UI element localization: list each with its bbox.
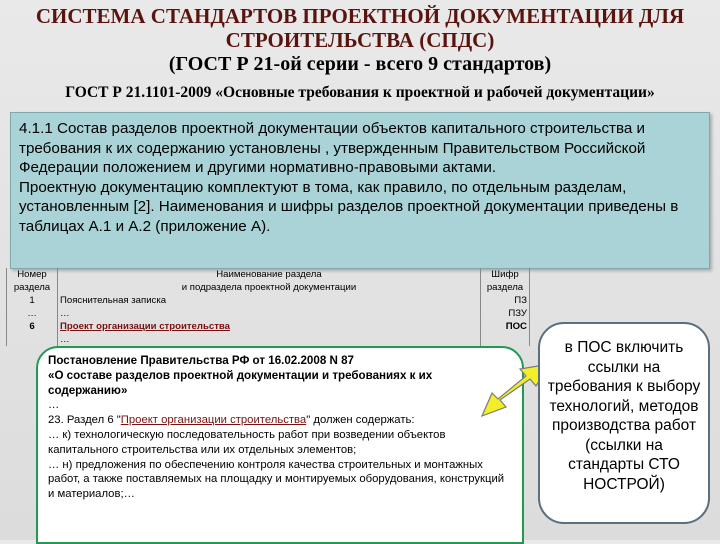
quote-paragraph-1: 4.1.1 Состав разделов проектной документации объектов капитального строительства и требования к их содержанию установлены , утвержденным Правительством Российской Федерации положением и другими нормативно-правовыми актами.	[19, 120, 646, 176]
table-row	[7, 307, 530, 320]
row-name-link[interactable]: Проект организации строительства	[60, 321, 231, 332]
row-name: Пояснительная записка	[60, 295, 167, 306]
row-code	[481, 333, 530, 346]
decree-title: Постановление Правительства РФ от 16.02.2008 N 87	[48, 354, 354, 367]
item-23	[48, 413, 512, 428]
quote-paragraph-2: Проектную документацию комплектуют в тома, как правило, по отдельным разделам, установленным [2]. Наименования и шифры разделов проектной документации приведены в таблицах А.1 и А.2 (приложение А).	[19, 178, 679, 235]
row-num	[7, 333, 58, 346]
title-line-3: (ГОСТ Р 21-ой серии - всего 9 стандартов)	[168, 53, 552, 75]
decree-name: «О составе разделов проектной документации и требованиях к их содержанию»	[48, 368, 433, 397]
header-code-1: Шифр	[491, 269, 519, 280]
row-code: ПЗУ	[481, 307, 530, 320]
decree-callout	[36, 346, 524, 544]
header-name-2: и подраздела проектной документации	[181, 282, 357, 293]
row-num: 1	[7, 294, 58, 307]
sections-table	[6, 268, 530, 346]
row-name: …	[60, 334, 70, 345]
table-row	[7, 320, 530, 333]
title-line-1: СИСТЕМА СТАНДАРТОВ ПРОЕКТНОЙ ДОКУМЕНТАЦИИ ДЛЯ	[35, 4, 685, 28]
table-row	[7, 333, 530, 346]
table-row	[7, 294, 530, 307]
row-num: …	[7, 307, 58, 320]
header-num-1: Номер	[17, 269, 47, 280]
row-num: 6	[7, 320, 58, 333]
item-23-post: " должен содержать:	[306, 414, 415, 427]
note-text: в ПОС включить ссылки на требования к выбору технологий, методов производства работ (ссылки на стандарты СТО НОСТРОЙ)	[547, 339, 701, 493]
title-line-2: СТРОИТЕЛЬСТВА (СПДС)	[225, 28, 495, 52]
note-bubble	[538, 322, 710, 524]
row-code: ПОС	[481, 320, 530, 333]
gost-quote-box	[10, 112, 710, 269]
item-n: … н) предложения по обеспечению контроля качества строительных и монтажных работ, а также поставляемых на площадку и монтируемых оборудования, конструкций и материалов;…	[48, 458, 505, 501]
gost-subtitle: ГОСТ Р 21.1101-2009 «Основные требования к проектной и рабочей документации»	[65, 84, 655, 101]
table-header-row	[7, 268, 530, 294]
item-k: … к) технологическую последовательность работ при возведении объектов капитального строительства или их отдельных элементов;	[48, 428, 446, 456]
header-code-2: раздела	[486, 282, 524, 293]
row-code: ПЗ	[481, 294, 530, 307]
header-name-1: Наименование раздела	[216, 269, 322, 280]
page-title	[0, 4, 720, 76]
ellipsis: …	[48, 399, 60, 412]
row-name: …	[60, 308, 70, 319]
pos-link[interactable]: Проект организации строительства	[120, 414, 307, 427]
item-23-pre: 23. Раздел 6 "	[48, 414, 121, 427]
header-num-2: раздела	[13, 282, 51, 293]
